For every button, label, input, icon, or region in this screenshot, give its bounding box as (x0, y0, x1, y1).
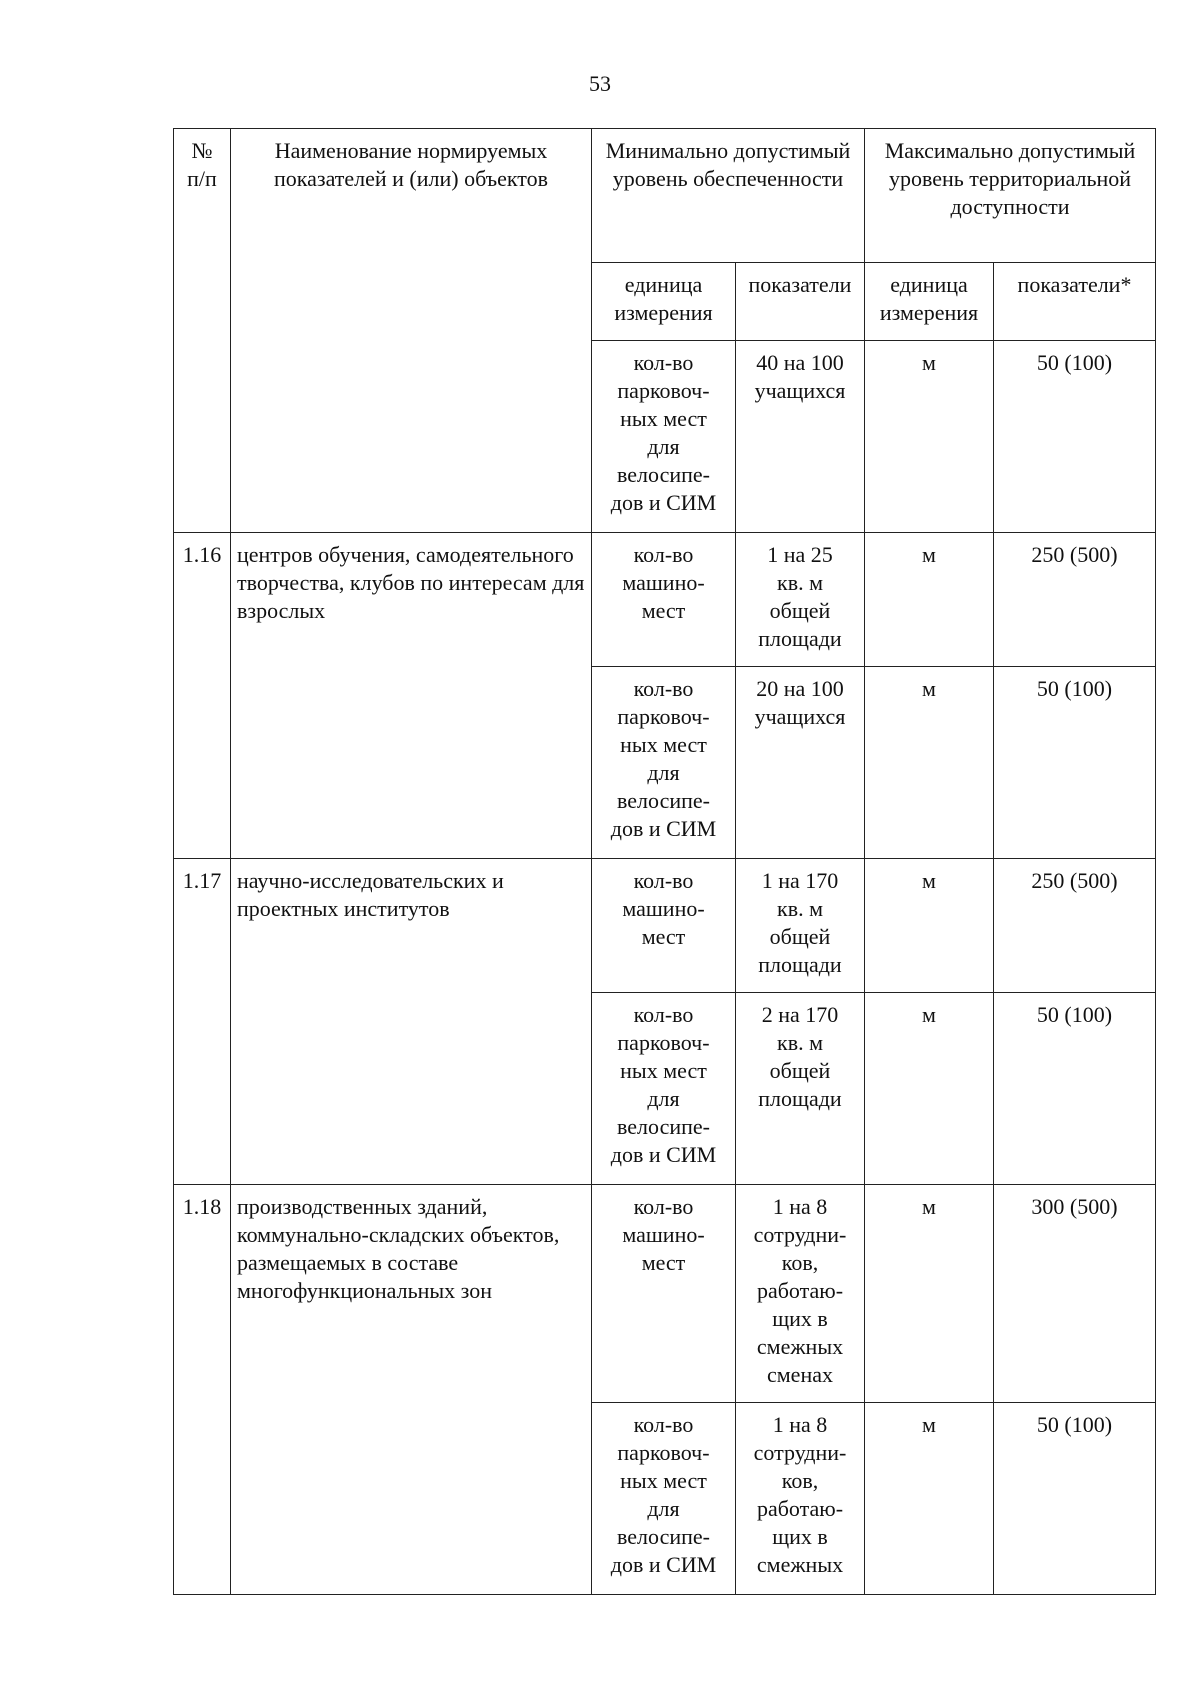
sub-value2: 250 (500) (994, 533, 1156, 667)
sub-unit2: м (865, 341, 994, 533)
sub-value: 1 на 8 сотрудни- ков, работаю- щих в смежных сменах (736, 1185, 865, 1403)
sub-value2: 300 (500) (994, 1185, 1156, 1403)
header-min-level: Минимально допустимый уровень обеспеченности (592, 129, 865, 263)
sub-unit2: м (865, 533, 994, 667)
sub-value2: 50 (100) (994, 341, 1156, 533)
sub-unit2: м (865, 993, 994, 1185)
sub-unit2: м (865, 859, 994, 993)
norms-table (173, 128, 1156, 1595)
sub-unit: кол-во парковоч- ных мест для велосипе- дов и СИМ (592, 667, 736, 859)
header-unit1: единица измерения (592, 263, 736, 341)
sub-value: 20 на 100 учащихся (736, 667, 865, 859)
sub-value: 1 на 8 сотрудни- ков, работаю- щих в смежных (736, 1403, 865, 1595)
sub-unit: кол-во машино- мест (592, 859, 736, 993)
page-number: 53 (589, 71, 611, 96)
header-name: Наименование нормируемых показателей и (или) объектов (231, 129, 592, 533)
header-num: № п/п (174, 129, 231, 533)
sub-value2: 50 (100) (994, 993, 1156, 1185)
sub-unit: кол-во парковоч- ных мест для велосипе- дов и СИМ (592, 1403, 736, 1595)
sub-value: 40 на 100 учащихся (736, 341, 865, 533)
header-unit2: единица измерения (865, 263, 994, 341)
sub-unit: кол-во машино- мест (592, 533, 736, 667)
row-name: производственных зданий, коммунально-складских объектов, размещаемых в составе многофункциональных зон (231, 1185, 592, 1595)
sub-value: 2 на 170 кв. м общей площади (736, 993, 865, 1185)
header-max-level: Максимально допустимый уровень территориальной доступности (865, 129, 1156, 263)
row-num: 1.16 (174, 533, 231, 859)
table-row (174, 859, 1156, 993)
sub-unit2: м (865, 1403, 994, 1595)
row-num: 1.17 (174, 859, 231, 1185)
sub-unit2: м (865, 667, 994, 859)
header-value2: показатели* (994, 263, 1156, 341)
table-row (174, 533, 1156, 667)
sub-value2: 250 (500) (994, 859, 1156, 993)
sub-value2: 50 (100) (994, 667, 1156, 859)
sub-unit: кол-во парковоч- ных мест для велосипе- дов и СИМ (592, 993, 736, 1185)
sub-value: 1 на 170 кв. м общей площади (736, 859, 865, 993)
sub-unit2: м (865, 1185, 994, 1403)
sub-value2: 50 (100) (994, 1403, 1156, 1595)
table-row (174, 1185, 1156, 1403)
header-value1: показатели (736, 263, 865, 341)
row-name: научно-исследовательских и проектных институтов (231, 859, 592, 1185)
row-num: 1.18 (174, 1185, 231, 1595)
header-row (174, 129, 1156, 263)
row-name: центров обучения, самодеятельного творчества, клубов по интересам для взрослых (231, 533, 592, 859)
sub-unit: кол-во парковоч- ных мест для велосипе- дов и СИМ (592, 341, 736, 533)
sub-value: 1 на 25 кв. м общей площади (736, 533, 865, 667)
sub-unit: кол-во машино- мест (592, 1185, 736, 1403)
